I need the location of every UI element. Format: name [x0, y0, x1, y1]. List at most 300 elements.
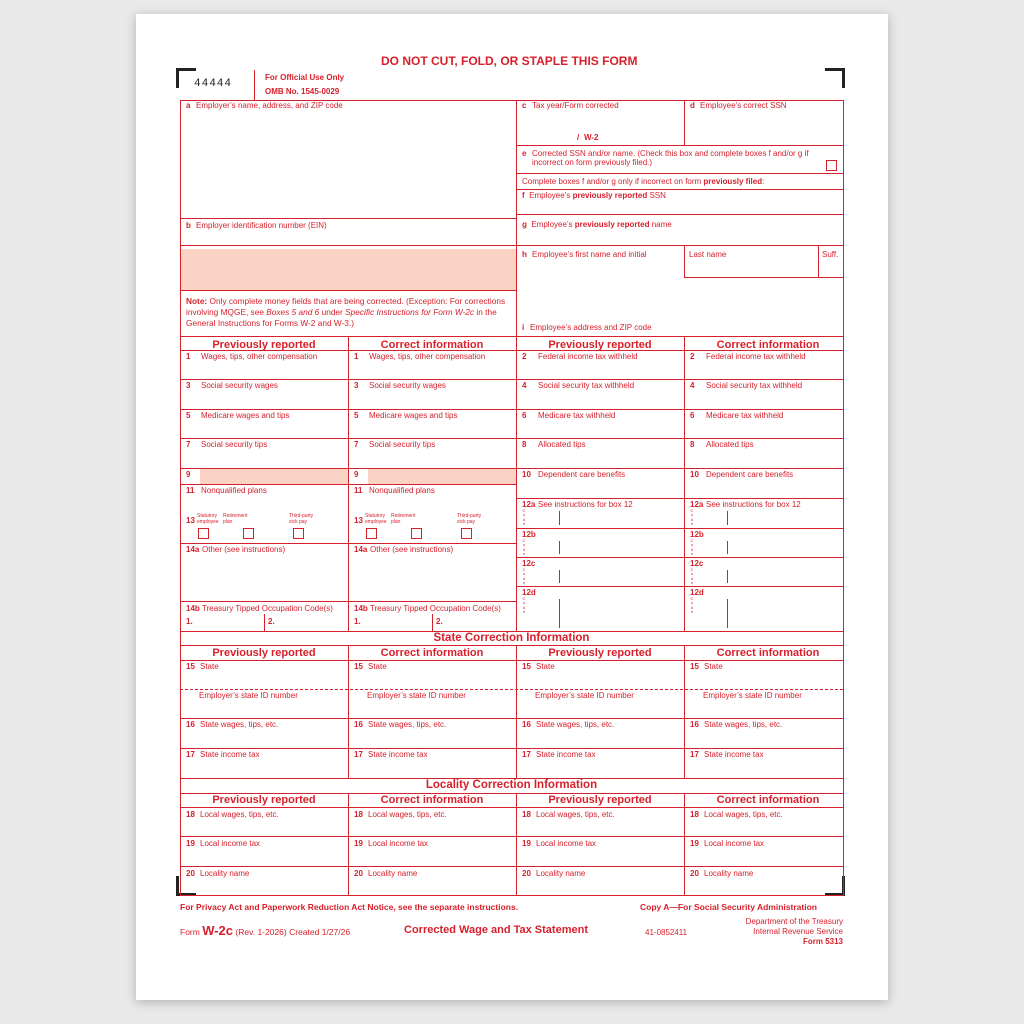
- state-row-1-label-correct2: Employer’s state ID number: [703, 691, 802, 700]
- suffix-field[interactable]: [822, 262, 840, 276]
- box-20-label-correct1: Locality name: [368, 869, 418, 878]
- box-11-label-prev: Nonqualified plans: [201, 486, 267, 495]
- box-20-field-correct1[interactable]: [352, 880, 512, 893]
- box-h-last: Last name: [689, 250, 727, 259]
- box-1-num-correct: 1: [354, 352, 359, 361]
- state-row-3-field-prev2[interactable]: [520, 761, 680, 776]
- state-row-3-label-prev1: State income tax: [200, 750, 260, 759]
- rule-h: [180, 409, 516, 410]
- box-13-retirement-checkbox-prev[interactable]: [243, 528, 254, 539]
- locality-title: Locality Correction Information: [425, 779, 598, 791]
- box-7-label-prev: Social security tips: [201, 440, 268, 449]
- box-12d-code-label-correct: Code: [690, 596, 694, 614]
- box-13-third-party-checkbox-correct[interactable]: [461, 528, 472, 539]
- rule-v: [818, 245, 819, 277]
- rule-h: [180, 748, 844, 749]
- box-e-label: Corrected SSN and/or name. (Check this box and complete boxes f and/or g if incorrect on form previously filed.): [532, 149, 809, 168]
- box-2-field-correct[interactable]: [688, 363, 848, 377]
- state-row-3-label-correct2: State income tax: [704, 750, 764, 759]
- box-2-label-prev: Federal income tax withheld: [538, 352, 638, 361]
- box-7-field-prev[interactable]: [184, 451, 344, 466]
- box-14a-num-prev: 14a: [186, 545, 200, 554]
- box-12a-code-label-correct: Code: [690, 508, 694, 526]
- box-17-num-correct1: 17: [354, 750, 363, 759]
- note-t2: under: [319, 306, 346, 317]
- box-13-third-party-label-prev: Third-party sick pay: [289, 513, 314, 525]
- official-use-label: For Official Use Only: [265, 73, 345, 82]
- box-12b-code-field-correct[interactable]: [696, 541, 726, 555]
- complete-note: [522, 177, 764, 186]
- box-12d-amount-field-correct[interactable]: [730, 599, 848, 629]
- box-10-field-prev[interactable]: [520, 481, 680, 496]
- box-3-num-prev: 3: [186, 381, 191, 390]
- box-12c-num-prev: 12c: [522, 559, 536, 568]
- box-7-label-correct: Social security tips: [369, 440, 436, 449]
- box-11-label-correct: Nonqualified plans: [369, 486, 435, 495]
- box-18-field-prev1[interactable]: [184, 821, 344, 834]
- rule-h: [516, 557, 843, 558]
- box-14a-field-correct[interactable]: [352, 556, 512, 598]
- rule-h: [684, 277, 843, 278]
- box-12b-num-prev: 12b: [522, 530, 536, 539]
- box-18-label-prev1: Local wages, tips, etc.: [200, 810, 279, 819]
- rule-v: [180, 100, 181, 895]
- dept-treasury: Department of the Treasury: [745, 917, 843, 926]
- box-14b-code2-prev[interactable]: [276, 614, 344, 629]
- rule-h: [516, 438, 843, 439]
- box-12b-code-label-prev: Code: [522, 538, 526, 556]
- box-a-label: Employer’s name, address, and ZIP code: [196, 101, 343, 110]
- box-14b-two-prev: 2.: [268, 617, 275, 626]
- box-c-label: Tax year/Form corrected: [532, 101, 619, 110]
- box-9-num-prev: 9: [186, 470, 191, 479]
- box-12a-label-correct: See instructions for box 12: [706, 500, 801, 509]
- box-7-field-correct[interactable]: [352, 451, 512, 466]
- box-g-bold: previously reported: [574, 220, 650, 229]
- box-14a-label-correct: Other (see instructions): [370, 545, 454, 554]
- state-row-2-label-correct1: State wages, tips, etc.: [368, 720, 447, 729]
- ein-field[interactable]: [186, 231, 512, 243]
- money-header-2: Correct information: [380, 339, 484, 351]
- locality-header-2: Correct information: [380, 794, 484, 806]
- box-20-field-correct2[interactable]: [688, 880, 848, 893]
- state-row-3-label-prev2: State income tax: [536, 750, 596, 759]
- box-13-retirement-label-correct: Retirement plan: [391, 513, 416, 525]
- box-f-post: SSN: [647, 191, 666, 200]
- rule-state-dashed: [180, 689, 843, 690]
- state-row-3-field-correct2[interactable]: [688, 761, 848, 776]
- box-i-num: i: [522, 323, 525, 332]
- rule-h: [516, 586, 843, 587]
- box-12d-code-field-prev[interactable]: [528, 599, 558, 629]
- box-3-label-correct: Social security wages: [369, 381, 446, 390]
- box-18-num-correct1: 18: [354, 810, 363, 819]
- rule-12-code-divider: [559, 541, 560, 554]
- rule-h: [180, 468, 516, 469]
- box-13-retirement-checkbox-correct[interactable]: [411, 528, 422, 539]
- rule-h: [180, 660, 844, 661]
- box-20-field-prev2[interactable]: [520, 880, 680, 893]
- employer-address-field[interactable]: [186, 112, 512, 214]
- rule-h: [180, 866, 844, 867]
- rule-h: [516, 379, 843, 380]
- rule-v: [684, 645, 685, 778]
- box-f-pre: Employee’s: [529, 191, 573, 200]
- box-5-field-prev[interactable]: [184, 422, 344, 436]
- box-12d-num-prev: 12d: [522, 588, 536, 597]
- employee-address-field[interactable]: [522, 280, 840, 320]
- state-row-3-field-correct1[interactable]: [352, 761, 512, 776]
- box-4-num-prev: 4: [522, 381, 527, 390]
- state-header-2: Correct information: [380, 647, 484, 659]
- box-14b-one-prev: 1.: [186, 617, 193, 626]
- box-16-num-correct1: 16: [354, 720, 363, 729]
- box-5-field-correct[interactable]: [352, 422, 512, 436]
- box-6-label-prev: Medicare tax withheld: [538, 411, 616, 420]
- box-19-num-correct2: 19: [690, 839, 699, 848]
- box-1-label-correct: Wages, tips, other compensation: [369, 352, 486, 361]
- box-6-field-prev[interactable]: [520, 422, 680, 436]
- box-g-field[interactable]: [522, 230, 840, 248]
- rule-h: [180, 336, 844, 337]
- box-12a-num-prev: 12a: [522, 500, 536, 509]
- rule-v: [516, 100, 517, 631]
- complete-note-bold: previously filed: [703, 177, 763, 186]
- box-4-label-correct: Social security tax withheld: [706, 381, 803, 390]
- box-11-num-correct: 11: [354, 486, 363, 495]
- state-row-0-label-correct1: State: [368, 662, 387, 671]
- box-19-num-prev1: 19: [186, 839, 195, 848]
- rule-h: [516, 498, 843, 499]
- box-g-num: g: [522, 220, 527, 229]
- box-1-field-prev[interactable]: [184, 363, 344, 377]
- box-14a-field-prev[interactable]: [184, 556, 344, 598]
- box-9-field-correct[interactable]: [352, 481, 512, 482]
- box-8-label-correct: Allocated tips: [706, 440, 754, 449]
- box-14b-code1-prev[interactable]: [194, 614, 260, 629]
- tax-year-field[interactable]: [522, 112, 680, 132]
- box-8-label-prev: Allocated tips: [538, 440, 586, 449]
- state-row-1-field-prev1[interactable]: [184, 702, 344, 716]
- locality-header-4: Correct information: [716, 794, 820, 806]
- rule-h: [516, 468, 843, 469]
- rule-code-divider: [254, 70, 255, 100]
- state-row-2-field-prev2[interactable]: [520, 731, 680, 746]
- box-1-num-prev: 1: [186, 352, 191, 361]
- box-8-field-prev[interactable]: [520, 451, 680, 466]
- box-18-field-prev2[interactable]: [520, 821, 680, 834]
- box-14b-label-prev: Treasury Tipped Occupation Code(s): [202, 604, 333, 613]
- box-6-field-correct[interactable]: [688, 422, 848, 436]
- box-f-num: f: [522, 191, 525, 200]
- state-row-1-label-correct1: Employer’s state ID number: [367, 691, 466, 700]
- box-19-label-prev1: Local income tax: [200, 839, 261, 848]
- box-13-statutory-checkbox-correct[interactable]: [366, 528, 377, 539]
- state-header-3: Previously reported: [548, 647, 652, 659]
- rule-h: [180, 718, 844, 719]
- state-row-2-field-prev1[interactable]: [184, 731, 344, 746]
- money-header-1: Previously reported: [212, 339, 316, 351]
- correct-ssn-field[interactable]: [690, 112, 840, 142]
- box-10-field-correct[interactable]: [688, 481, 848, 496]
- box-5-label-prev: Medicare wages and tips: [201, 411, 290, 420]
- box-10-num-correct: 10: [690, 470, 699, 479]
- box-18-num-correct2: 18: [690, 810, 699, 819]
- state-row-1-field-prev2[interactable]: [520, 702, 680, 716]
- box-3-field-correct[interactable]: [352, 392, 512, 407]
- form-title: Corrected Wage and Tax Statement: [404, 924, 588, 936]
- box-a-num: a: [186, 101, 191, 110]
- omb-number: OMB No. 1545-0029: [265, 87, 340, 96]
- form-sheet: [136, 14, 888, 1000]
- privacy-notice: For Privacy Act and Paperwork Reduction Act Notice, see the separate instructions.: [180, 902, 519, 912]
- state-row-1-field-correct1[interactable]: [352, 702, 512, 716]
- box-2-field-prev[interactable]: [520, 363, 680, 377]
- form-name: W-2c: [202, 923, 234, 938]
- box-20-num-correct1: 20: [354, 869, 363, 878]
- box-14b-two-correct: 2.: [436, 617, 443, 626]
- state-header-1: Previously reported: [212, 647, 316, 659]
- box-f-field[interactable]: [522, 201, 840, 213]
- box-16-num-prev2: 16: [522, 720, 531, 729]
- rule-h: [180, 438, 516, 439]
- rule-h: [516, 173, 843, 174]
- box-12a-code-field-correct[interactable]: [696, 511, 726, 526]
- box-5-num-prev: 5: [186, 411, 191, 420]
- box-20-label-prev1: Locality name: [200, 869, 250, 878]
- box-1-label-prev: Wages, tips, other compensation: [201, 352, 318, 361]
- form-revision: (Rev. 1-2026) Created 1/27/26: [235, 927, 351, 937]
- box-15-num-correct2: 15: [690, 662, 699, 671]
- rule-h: [516, 214, 843, 215]
- box-18-label-correct2: Local wages, tips, etc.: [704, 810, 783, 819]
- box-10-label-prev: Dependent care benefits: [538, 470, 626, 479]
- note-bold: Note:: [186, 296, 208, 306]
- form-code: 44444: [194, 78, 233, 90]
- state-row-0-label-prev1: State: [200, 662, 219, 671]
- state-row-0-field-correct2[interactable]: [688, 673, 848, 687]
- box-2-label-correct: Federal income tax withheld: [706, 352, 806, 361]
- box-14b-code1-correct[interactable]: [362, 614, 428, 629]
- box-12b-code-label-correct: Code: [690, 538, 694, 556]
- box-1-field-correct[interactable]: [352, 363, 512, 377]
- rule-h: [180, 290, 516, 291]
- box-6-label-correct: Medicare tax withheld: [706, 411, 784, 420]
- box-12a-amount-field-prev[interactable]: [562, 511, 680, 526]
- rule-12-code-divider: [559, 570, 560, 583]
- box-7-num-prev: 7: [186, 440, 191, 449]
- box-12c-code-label-correct: Code: [690, 567, 694, 585]
- rule-h: [516, 409, 843, 410]
- box-14b-label-correct: Treasury Tipped Occupation Code(s): [370, 604, 501, 613]
- box-i-label: Employee’s address and ZIP code: [530, 323, 652, 332]
- box-8-num-prev: 8: [522, 440, 527, 449]
- box-20-field-prev1[interactable]: [184, 880, 344, 893]
- rule-v: [516, 793, 517, 895]
- note-t1: Only complete money fields that are being corrected. (Exception: For corrections involving MQGE, see: [186, 296, 506, 317]
- box-12c-amount-field-prev[interactable]: [562, 570, 680, 584]
- box-13-statutory-label-correct: Statutory employee: [365, 513, 387, 525]
- box-18-field-correct1[interactable]: [352, 821, 512, 834]
- box-13-num-prev: 13: [186, 516, 195, 525]
- rule-12-code-divider: [727, 599, 728, 628]
- box-20-label-correct2: Locality name: [704, 869, 754, 878]
- box-6-num-correct: 6: [690, 411, 695, 420]
- state-header-4: Correct information: [716, 647, 820, 659]
- first-name-field[interactable]: [522, 262, 682, 276]
- box-12c-code-field-prev[interactable]: [528, 570, 558, 584]
- rule-h: [516, 528, 843, 529]
- crop-mark-tr: [825, 68, 845, 88]
- box-e-num: e: [522, 149, 527, 158]
- rule-h: [180, 895, 844, 896]
- state-row-1-label-prev1: Employer’s state ID number: [199, 691, 298, 700]
- box-19-num-correct1: 19: [354, 839, 363, 848]
- box-19-field-correct1[interactable]: [352, 850, 512, 864]
- box-12b-amount-field-prev[interactable]: [562, 541, 680, 555]
- box-14b-num-correct: 14b: [354, 604, 368, 613]
- box-14b-code2-correct[interactable]: [444, 614, 512, 629]
- box-4-field-prev[interactable]: [520, 392, 680, 407]
- box-e-checkbox[interactable]: [826, 160, 837, 171]
- box-h-num: h: [522, 250, 527, 259]
- state-row-0-field-prev1[interactable]: [184, 673, 344, 687]
- box-12d-amount-field-prev[interactable]: [562, 599, 680, 629]
- box-12a-code-field-prev[interactable]: [528, 511, 558, 526]
- box-10-num-prev: 10: [522, 470, 531, 479]
- box-8-field-correct[interactable]: [688, 451, 848, 466]
- box-11-num-prev: 11: [186, 486, 195, 495]
- box-19-label-prev2: Local income tax: [536, 839, 597, 848]
- box-19-num-prev2: 19: [522, 839, 531, 848]
- box-13-num-correct: 13: [354, 516, 363, 525]
- note-i2: Specific Instructions for Form W-2c: [345, 306, 475, 317]
- rule-h: [516, 189, 843, 190]
- box-c-num: c: [522, 101, 527, 110]
- state-row-1-field-correct2[interactable]: [688, 702, 848, 716]
- box-18-label-prev2: Local wages, tips, etc.: [536, 810, 615, 819]
- box-5-num-correct: 5: [354, 411, 359, 420]
- box-h-label: Employee’s first name and initial: [532, 250, 647, 259]
- state-row-2-field-correct2[interactable]: [688, 731, 848, 746]
- box-18-num-prev1: 18: [186, 810, 195, 819]
- form-number: Form 5313: [802, 937, 843, 946]
- state-row-2-field-correct1[interactable]: [352, 731, 512, 746]
- rule-14b-divider: [264, 614, 265, 631]
- box-18-field-correct2[interactable]: [688, 821, 848, 834]
- box-19-field-correct2[interactable]: [688, 850, 848, 864]
- box-2-num-correct: 2: [690, 352, 695, 361]
- form-warning: DO NOT CUT, FOLD, OR STAPLE THIS FORM: [381, 54, 638, 68]
- rule-12-code-divider: [559, 599, 560, 628]
- state-row-0-field-correct1[interactable]: [352, 673, 512, 687]
- state-row-1-label-prev2: Employer’s state ID number: [535, 691, 634, 700]
- box-3-field-prev[interactable]: [184, 392, 344, 407]
- box-16-num-prev1: 16: [186, 720, 195, 729]
- box-12c-num-correct: 12c: [690, 559, 704, 568]
- box-19-field-prev1[interactable]: [184, 850, 344, 864]
- state-row-2-label-correct2: State wages, tips, etc.: [704, 720, 783, 729]
- rule-h: [516, 145, 843, 146]
- box-12d-code-field-correct[interactable]: [696, 599, 726, 629]
- box-g-post: name: [649, 220, 672, 229]
- box-f-label: [522, 191, 666, 200]
- box-20-num-prev2: 20: [522, 869, 531, 878]
- rule-h: [180, 379, 516, 380]
- box-15-num-prev1: 15: [186, 662, 195, 671]
- box-11-field-correct[interactable]: [352, 497, 512, 510]
- rule-v: [684, 245, 685, 277]
- box-3-label-prev: Social security wages: [201, 381, 278, 390]
- box-12a-code-label-prev: Code: [522, 508, 526, 526]
- box-14b-one-correct: 1.: [354, 617, 361, 626]
- box-12b-num-correct: 12b: [690, 530, 704, 539]
- box-c-form: W-2: [584, 133, 599, 142]
- rule-h: [180, 601, 516, 602]
- box-17-num-correct2: 17: [690, 750, 699, 759]
- box-13-third-party-label-correct: Third-party sick pay: [457, 513, 482, 525]
- locality-header-3: Previously reported: [548, 794, 652, 806]
- box-12b-amount-field-correct[interactable]: [730, 541, 848, 555]
- state-row-0-field-prev2[interactable]: [520, 673, 680, 687]
- box-20-label-prev2: Locality name: [536, 869, 586, 878]
- note-t3: in the General Instructions for Forms W-2 and W-3.): [186, 306, 497, 328]
- box-3-num-correct: 3: [354, 381, 359, 390]
- money-header-4: Correct information: [716, 339, 820, 351]
- crop-mark-tl: [176, 68, 196, 88]
- box-9-field-prev[interactable]: [184, 481, 344, 482]
- complete-note-end: :: [762, 177, 765, 186]
- box-14b-num-prev: 14b: [186, 604, 200, 613]
- box-12a-amount-field-correct[interactable]: [730, 511, 848, 526]
- rule-v: [348, 645, 349, 778]
- box-f-bold: previously reported: [572, 191, 648, 200]
- box-12a-label-prev: See instructions for box 12: [538, 500, 633, 509]
- box-12c-code-label-prev: Code: [522, 567, 526, 585]
- rule-h: [180, 543, 516, 544]
- box-4-field-correct[interactable]: [688, 392, 848, 407]
- rule-h: [180, 245, 516, 246]
- box-12c-code-field-correct[interactable]: [696, 570, 726, 584]
- box-9-num-correct: 9: [354, 470, 359, 479]
- state-row-0-label-prev2: State: [536, 662, 555, 671]
- box-b-num: b: [186, 221, 191, 230]
- last-name-field[interactable]: [689, 262, 815, 276]
- state-row-3-field-prev1[interactable]: [184, 761, 344, 776]
- complete-note-text: Complete boxes f and/or g only if incorrect on form: [522, 177, 704, 186]
- box-20-num-prev1: 20: [186, 869, 195, 878]
- box-4-num-correct: 4: [690, 381, 695, 390]
- box-12c-amount-field-correct[interactable]: [730, 570, 848, 584]
- box-19-label-correct1: Local income tax: [368, 839, 429, 848]
- box-19-label-correct2: Local income tax: [704, 839, 765, 848]
- rule-12-code-divider: [727, 541, 728, 554]
- box-15-num-prev2: 15: [522, 662, 531, 671]
- box-19-field-prev2[interactable]: [520, 850, 680, 864]
- box-5-label-correct: Medicare wages and tips: [369, 411, 458, 420]
- state-row-3-label-correct1: State income tax: [368, 750, 428, 759]
- box-h-suff: Suff.: [822, 250, 839, 259]
- box-13-third-party-checkbox-prev[interactable]: [293, 528, 304, 539]
- box-12b-code-field-prev[interactable]: [528, 541, 558, 555]
- rule-12-code-divider: [559, 511, 560, 525]
- box-13-statutory-checkbox-prev[interactable]: [198, 528, 209, 539]
- rule-12-code-divider: [727, 511, 728, 525]
- dept-irs: Internal Revenue Service: [753, 927, 843, 936]
- box-17-num-prev1: 17: [186, 750, 195, 759]
- rule-h: [180, 218, 516, 219]
- box-11-field-prev[interactable]: [184, 497, 344, 510]
